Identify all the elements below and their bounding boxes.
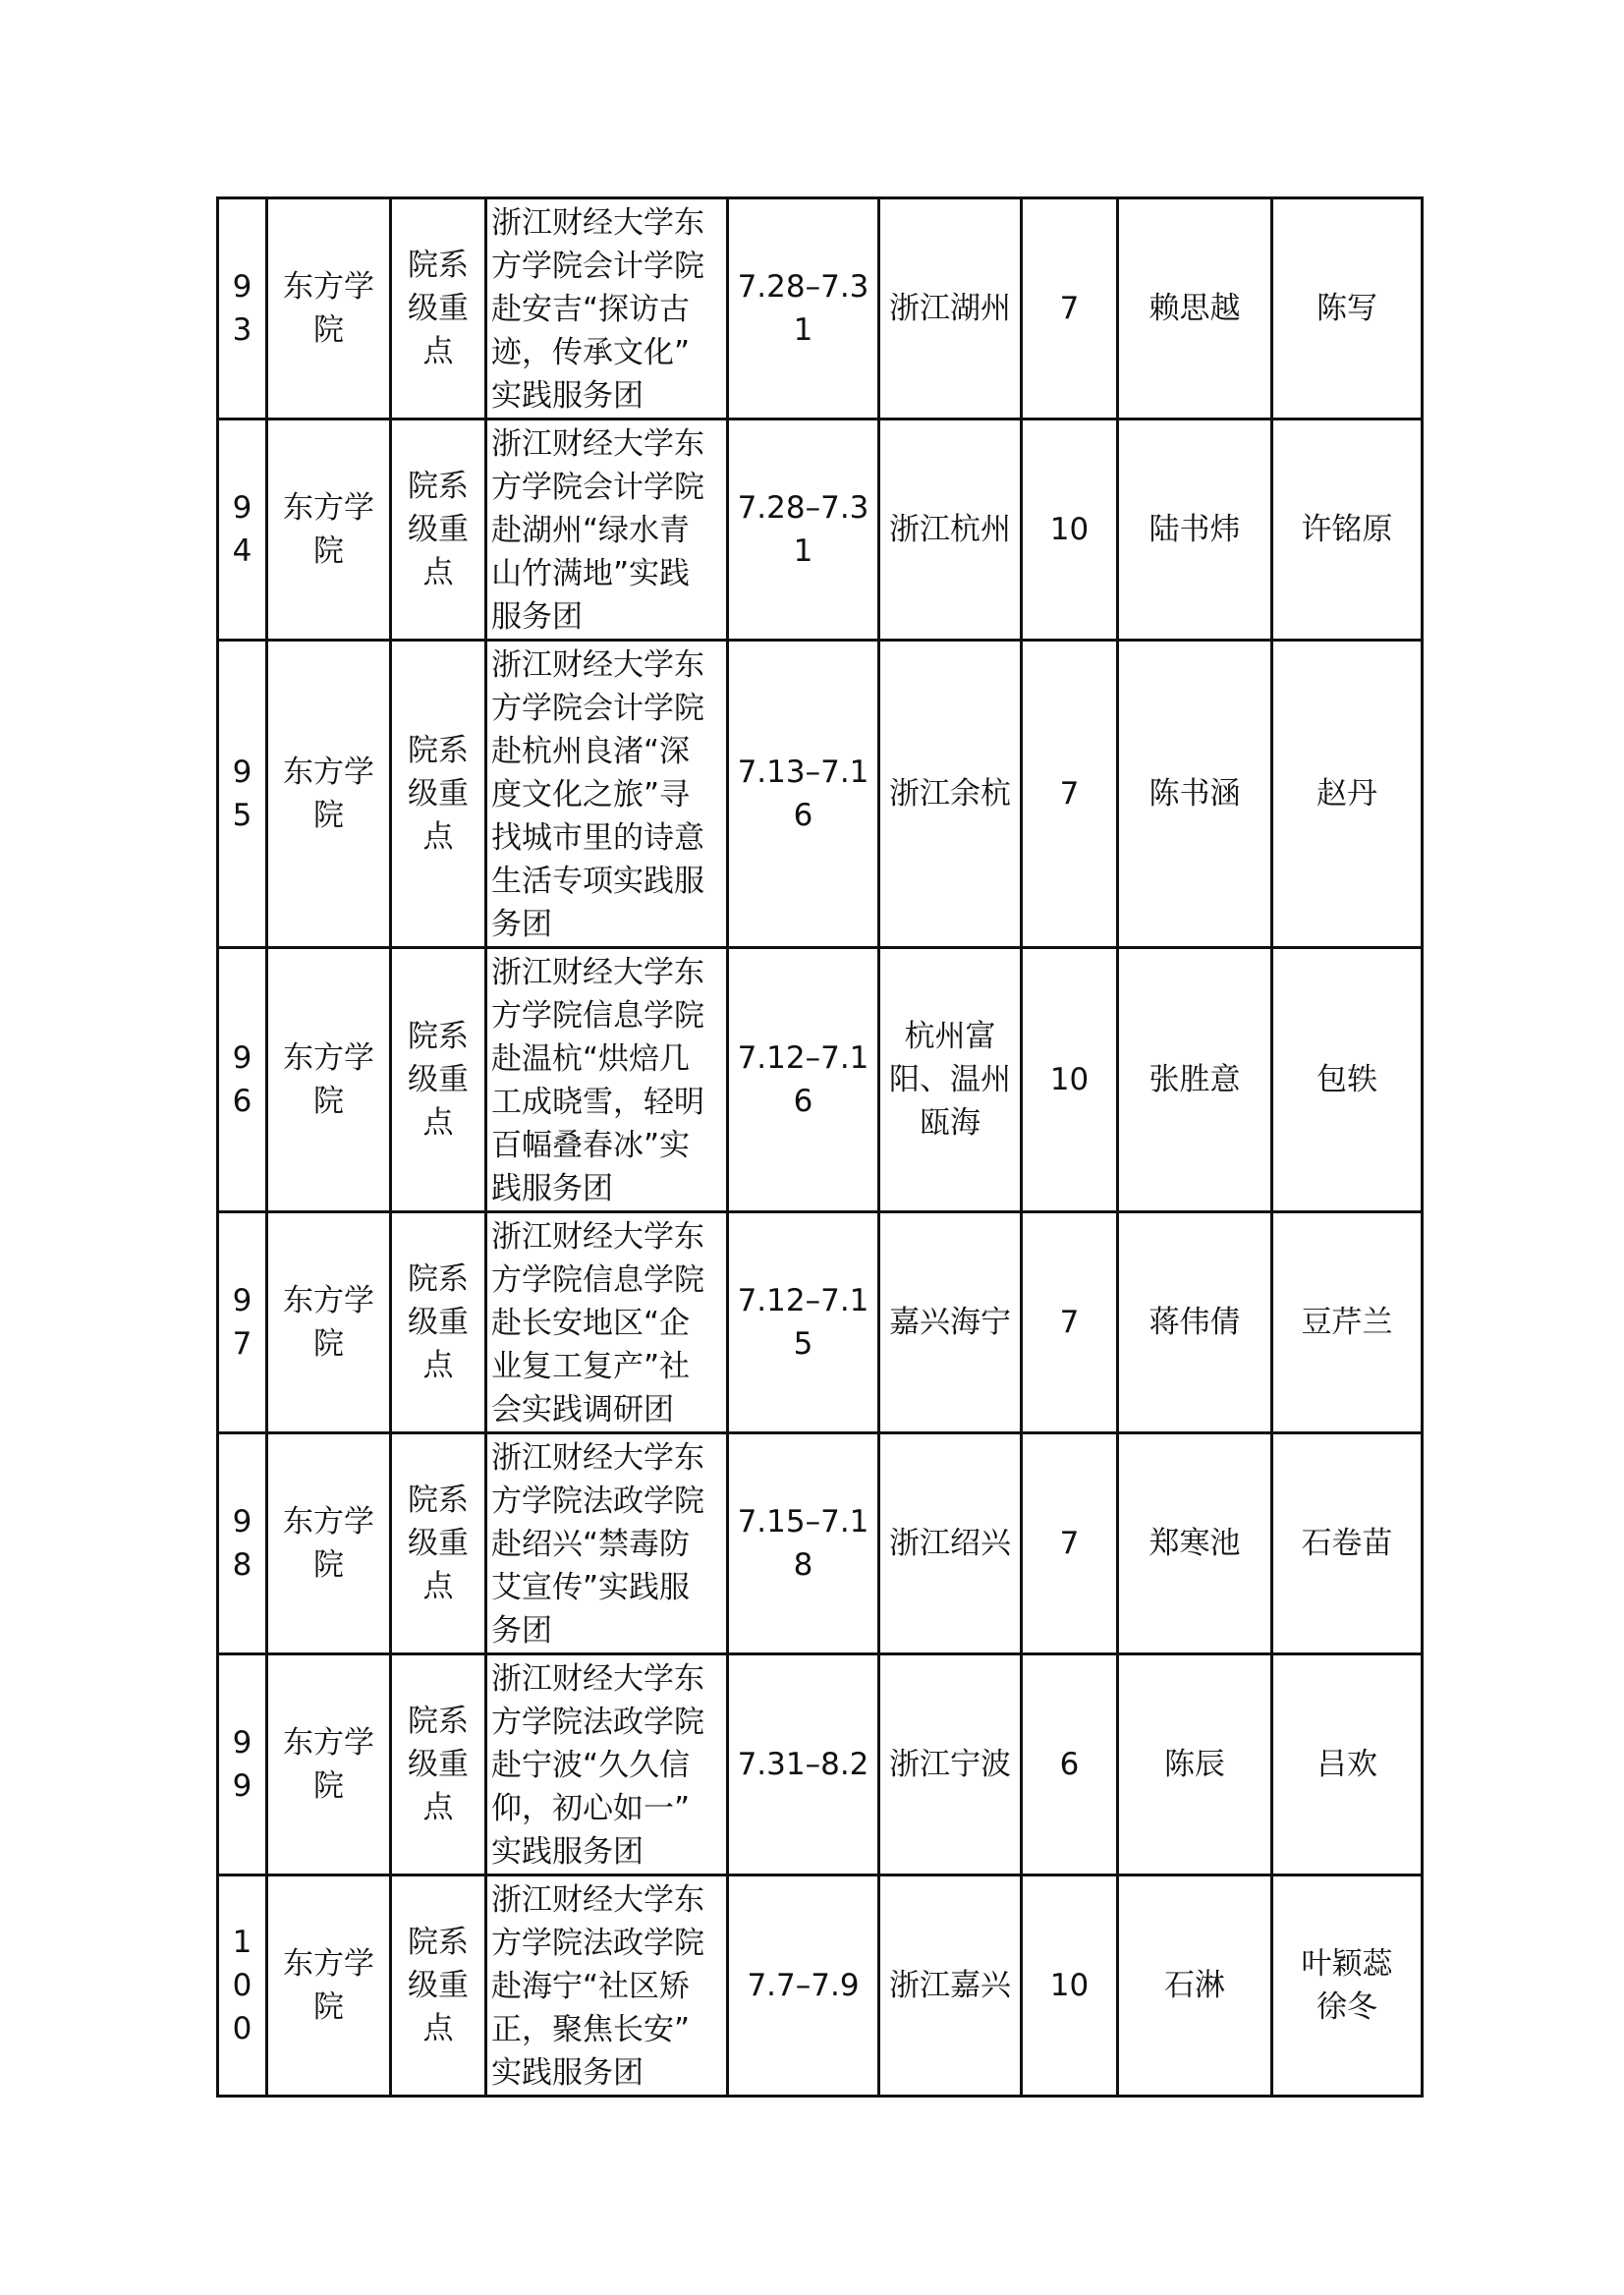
cell-number: 97 (218, 1212, 267, 1433)
table-row (218, 641, 1423, 948)
cell-advisor (1272, 420, 1423, 641)
cell-project-name-line: 工成晓雪，轻明 (491, 1085, 704, 1120)
cell-project-name-line: 生活专项实践服 (491, 864, 704, 899)
cell-unit-line: 东方学 (283, 1946, 374, 1982)
cell-level (391, 1212, 486, 1433)
cell-level-line: 院系 (408, 1483, 469, 1518)
cell-level-line: 点 (422, 1790, 454, 1825)
cell-project-name-line: 浙江财经大学东 (491, 647, 704, 683)
cell-location (879, 1875, 1022, 2097)
cell-project-name-line: 山竹满地”实践 (491, 556, 691, 591)
cell-number-part: 10 (232, 1925, 252, 2003)
cell-unit (267, 1433, 391, 1654)
cell-unit-line: 东方学 (283, 1040, 374, 1076)
cell-project-name-line: 浙江财经大学东 (491, 1440, 704, 1476)
cell-level-line: 院系 (408, 469, 469, 504)
cell-project-name-line: 方学院信息学院 (491, 1262, 704, 1298)
cell-advisor-line: 陈写 (1316, 291, 1377, 326)
cell-location (879, 948, 1022, 1212)
cell-unit (267, 641, 391, 948)
cell-unit-line: 院 (313, 1084, 344, 1119)
cell-project-name-line: 艾宣传”实践服 (491, 1570, 691, 1605)
cell-project-name (486, 420, 728, 641)
cell-project-name-line: 践服务团 (491, 1171, 613, 1206)
cell-level (391, 948, 486, 1212)
cell-level (391, 420, 486, 641)
cell-level-line: 级重 (408, 1526, 469, 1561)
cell-member-count: 10 (1022, 1875, 1118, 2097)
cell-unit-line: 院 (313, 1768, 344, 1804)
cell-number: 94 (218, 420, 267, 641)
cell-project-name-line: 迹，传承文化” (491, 335, 691, 370)
cell-unit (267, 420, 391, 641)
cell-unit-line: 东方学 (283, 490, 374, 526)
cell-level-line: 点 (422, 1105, 454, 1141)
cell-member-count: 7 (1022, 198, 1118, 420)
cell-project-name (486, 1433, 728, 1654)
cell-project-name-line: 实践服务团 (491, 2055, 644, 2091)
cell-level-line: 点 (422, 555, 454, 590)
cell-dates: 7.28–7.31 (728, 420, 879, 641)
cell-project-name-line: 浙江财经大学东 (491, 955, 704, 990)
cell-project-name (486, 1212, 728, 1433)
cell-member-count: 10 (1022, 420, 1118, 641)
cell-unit-line: 院 (313, 533, 344, 569)
cell-advisor (1272, 1654, 1423, 1875)
cell-number: 98 (218, 1433, 267, 1654)
cell-level-line: 点 (422, 1569, 454, 1604)
cell-location-line: 浙江余杭 (889, 776, 1011, 812)
cell-project-name-line: 正，聚焦长安” (491, 2012, 691, 2047)
cell-advisor-line: 叶颖蕊 (1301, 1946, 1393, 1982)
cell-team-leader: 赖思越 (1118, 198, 1272, 420)
cell-advisor-line: 石卷苗 (1301, 1526, 1393, 1561)
cell-level (391, 1654, 486, 1875)
cell-project-name-line: 赴安吉“探访古 (491, 292, 691, 327)
table-row (218, 1875, 1423, 2097)
cell-dates: 7.13–7.16 (728, 641, 879, 948)
cell-advisor-line: 豆芹兰 (1301, 1305, 1393, 1340)
cell-location (879, 1654, 1022, 1875)
cell-level-line: 点 (422, 2011, 454, 2046)
cell-unit-line: 东方学 (283, 1504, 374, 1539)
cell-location-line: 浙江嘉兴 (889, 1968, 1011, 2003)
cell-location-line: 阳、温州 (889, 1062, 1011, 1097)
cell-level (391, 198, 486, 420)
table-row (218, 198, 1423, 420)
cell-advisor (1272, 641, 1423, 948)
cell-location-line: 嘉兴海宁 (889, 1305, 1011, 1340)
cell-level-line: 级重 (408, 291, 469, 326)
cell-member-count: 7 (1022, 1433, 1118, 1654)
cell-project-name-line: 浙江财经大学东 (491, 205, 704, 241)
cell-advisor-line: 包轶 (1316, 1062, 1377, 1097)
cell-project-name-line: 业复工复产”社 (491, 1349, 691, 1384)
cell-level-line: 级重 (408, 1305, 469, 1340)
cell-project-name (486, 948, 728, 1212)
cell-project-name-line: 赴长安地区“企 (491, 1306, 691, 1341)
cell-team-leader: 石淋 (1118, 1875, 1272, 2097)
cell-level-line: 院系 (408, 1925, 469, 1960)
cell-advisor (1272, 1875, 1423, 2097)
cell-location-line: 瓯海 (920, 1105, 980, 1141)
table-row (218, 948, 1423, 1212)
cell-level (391, 641, 486, 948)
cell-project-name-line: 浙江财经大学东 (491, 426, 704, 462)
cell-unit (267, 1875, 391, 2097)
cell-advisor (1272, 198, 1423, 420)
table-row (218, 1212, 1423, 1433)
cell-advisor (1272, 1433, 1423, 1654)
cell-team-leader: 郑寒池 (1118, 1433, 1272, 1654)
cell-project-name-line: 赴杭州良渚“深 (491, 734, 691, 769)
cell-unit (267, 198, 391, 420)
practice-team-table (216, 196, 1424, 2098)
cell-project-name-line: 方学院会计学院 (491, 249, 704, 284)
cell-project-name-line: 方学院会计学院 (491, 470, 704, 505)
cell-location (879, 1433, 1022, 1654)
cell-dates: 7.12–7.15 (728, 1212, 879, 1433)
cell-advisor-line: 徐冬 (1316, 1989, 1377, 2025)
cell-unit-line: 东方学 (283, 755, 374, 790)
cell-unit-line: 院 (313, 312, 344, 348)
cell-project-name-line: 度文化之旅”寻 (491, 777, 691, 812)
cell-project-name (486, 641, 728, 948)
cell-project-name-line: 会实践调研团 (491, 1392, 674, 1427)
cell-location (879, 198, 1022, 420)
cell-unit-line: 院 (313, 1989, 344, 2025)
cell-project-name-line: 百幅叠春冰”实 (491, 1128, 691, 1163)
cell-advisor-line: 吕欢 (1316, 1747, 1377, 1782)
cell-level (391, 1875, 486, 2097)
cell-project-name (486, 198, 728, 420)
cell-number (218, 1875, 267, 2097)
cell-number: 99 (218, 1654, 267, 1875)
cell-number-part: 0 (232, 2011, 252, 2046)
cell-unit (267, 1212, 391, 1433)
cell-dates: 7.12–7.16 (728, 948, 879, 1212)
cell-team-leader: 陈辰 (1118, 1654, 1272, 1875)
cell-dates: 7.7–7.9 (728, 1875, 879, 2097)
cell-unit-line: 院 (313, 798, 344, 833)
cell-member-count: 6 (1022, 1654, 1118, 1875)
cell-project-name-line: 方学院法政学院 (491, 1705, 704, 1740)
cell-project-name-line: 实践服务团 (491, 378, 644, 414)
table-body (218, 198, 1423, 2097)
cell-number: 95 (218, 641, 267, 948)
cell-project-name-line: 服务团 (491, 599, 583, 635)
cell-project-name-line: 方学院会计学院 (491, 691, 704, 726)
cell-location-line: 浙江杭州 (889, 512, 1011, 547)
cell-level-line: 级重 (408, 1062, 469, 1097)
cell-level-line: 级重 (408, 512, 469, 547)
cell-member-count: 7 (1022, 1212, 1118, 1433)
cell-unit-line: 东方学 (283, 1283, 374, 1318)
cell-project-name-line: 赴温杭“烘焙几 (491, 1041, 691, 1077)
cell-project-name-line: 浙江财经大学东 (491, 1219, 704, 1255)
cell-project-name-line: 赴宁波“久久信 (491, 1748, 691, 1783)
cell-unit (267, 948, 391, 1212)
cell-level-line: 点 (422, 334, 454, 369)
cell-level-line: 级重 (408, 1747, 469, 1782)
cell-location-line: 浙江湖州 (889, 291, 1011, 326)
cell-location (879, 1212, 1022, 1433)
cell-level-line: 院系 (408, 733, 469, 768)
cell-unit-line: 院 (313, 1547, 344, 1583)
cell-project-name (486, 1875, 728, 2097)
cell-project-name-line: 赴湖州“绿水青 (491, 513, 691, 548)
cell-project-name-line: 务团 (491, 907, 552, 942)
cell-project-name-line: 赴海宁“社区矫 (491, 1969, 691, 2004)
cell-advisor (1272, 948, 1423, 1212)
cell-project-name-line: 仰，初心如一” (491, 1791, 691, 1826)
cell-level-line: 院系 (408, 1704, 469, 1739)
cell-level-line: 级重 (408, 1968, 469, 2003)
cell-team-leader: 蒋伟倩 (1118, 1212, 1272, 1433)
cell-advisor (1272, 1212, 1423, 1433)
cell-project-name-line: 方学院法政学院 (491, 1483, 704, 1519)
cell-unit-line: 东方学 (283, 1725, 374, 1761)
cell-advisor-line: 赵丹 (1316, 776, 1377, 812)
cell-team-leader: 陈书涵 (1118, 641, 1272, 948)
cell-member-count: 7 (1022, 641, 1118, 948)
cell-project-name-line: 找城市里的诗意 (491, 820, 704, 856)
cell-dates: 7.15–7.18 (728, 1433, 879, 1654)
cell-project-name-line: 务团 (491, 1613, 552, 1649)
cell-project-name-line: 方学院信息学院 (491, 998, 704, 1034)
cell-unit-line: 东方学 (283, 269, 374, 305)
cell-location-line: 浙江绍兴 (889, 1526, 1011, 1561)
cell-dates: 7.31–8.2 (728, 1654, 879, 1875)
cell-project-name-line: 浙江财经大学东 (491, 1882, 704, 1918)
cell-team-leader: 陆书炜 (1118, 420, 1272, 641)
cell-advisor-line: 许铭原 (1301, 512, 1393, 547)
cell-member-count: 10 (1022, 948, 1118, 1212)
table-row (218, 1654, 1423, 1875)
cell-project-name (486, 1654, 728, 1875)
cell-number: 93 (218, 198, 267, 420)
cell-team-leader: 张胜意 (1118, 948, 1272, 1212)
cell-level (391, 1433, 486, 1654)
cell-unit (267, 1654, 391, 1875)
cell-project-name-line: 赴绍兴“禁毒防 (491, 1527, 691, 1562)
table-row (218, 420, 1423, 641)
cell-location (879, 420, 1022, 641)
cell-level-line: 点 (422, 1348, 454, 1383)
cell-number: 96 (218, 948, 267, 1212)
cell-project-name-line: 实践服务团 (491, 1834, 644, 1870)
cell-level-line: 院系 (408, 1261, 469, 1297)
cell-project-name-line: 方学院法政学院 (491, 1926, 704, 1961)
cell-dates: 7.28–7.31 (728, 198, 879, 420)
cell-level-line: 点 (422, 819, 454, 855)
cell-level-line: 院系 (408, 248, 469, 283)
cell-location (879, 641, 1022, 948)
cell-level-line: 院系 (408, 1019, 469, 1054)
cell-project-name-line: 浙江财经大学东 (491, 1661, 704, 1697)
cell-location-line: 浙江宁波 (889, 1747, 1011, 1782)
cell-level-line: 级重 (408, 776, 469, 812)
cell-unit-line: 院 (313, 1326, 344, 1362)
cell-location-line: 杭州富 (904, 1019, 996, 1054)
table-row (218, 1433, 1423, 1654)
